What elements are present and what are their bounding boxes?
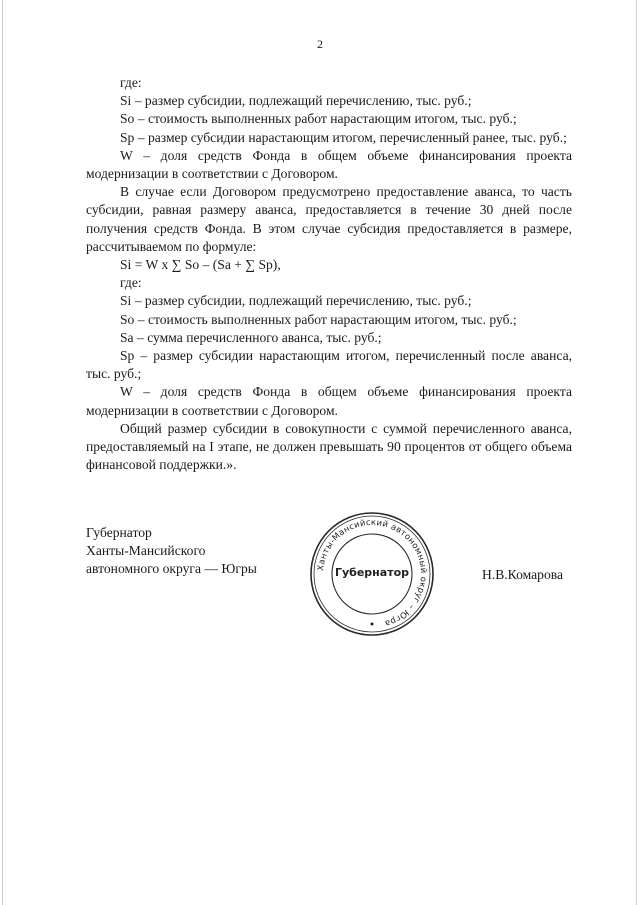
paragraph: Si = W x ∑ So – (Sa + ∑ Sp),: [120, 257, 281, 273]
paragraph: So – стоимость выполненных работ нарастающим итогом, тыс. руб.;: [120, 311, 517, 327]
signature-title-line: Губернатор: [86, 525, 152, 540]
signature-title-line: автономного округа — Югры: [86, 561, 257, 577]
paragraph: где:: [120, 75, 142, 90]
scan-edge-right: [636, 0, 637, 905]
paragraph: Sa – сумма перечисленного аванса, тыс. руб.;: [120, 329, 382, 345]
signature-title-line: Ханты-Мансийского: [86, 543, 206, 559]
document-body: [86, 74, 572, 474]
page-number: 2: [317, 37, 323, 51]
official-seal: [308, 510, 436, 638]
paragraph: В случае если Договором предусмотрено предоставление аванса, то часть субсидии, равная размеру аванса, предоставляется в течение 30 дней после получения средств Фонда. В этом случае субсидия предоставляется в размере, рассчитываемом по формуле:: [86, 184, 572, 254]
paragraph: Sp – размер субсидии нарастающим итогом, перечисленный после аванса, тыс. руб.;: [86, 348, 572, 382]
paragraph: W – доля средств Фонда в общем объеме финансирования проекта модернизации в соответствии с Договором.: [86, 147, 572, 182]
signature-title: [86, 524, 257, 579]
seal-ring-text: Ханты-Мансийский автономный округ – Югра: [315, 516, 430, 630]
seal-center-text: Губернатор: [334, 566, 410, 579]
paragraph: W – доля средств Фонда в общем объеме финансирования проекта модернизации в соответствии с Договором.: [86, 384, 572, 418]
paragraph: So – стоимость выполненных работ нарастающим итогом, тыс. руб.;: [120, 111, 517, 127]
paragraph: Si – размер субсидии, подлежащий перечислению, тыс. руб.;: [120, 93, 472, 109]
paragraph: Sp – размер субсидии нарастающим итогом, перечисленный ранее, тыс. руб.;: [120, 129, 567, 145]
scan-edge-left: [2, 0, 3, 905]
paragraph: Si – размер субсидии, подлежащий перечислению, тыс. руб.;: [120, 293, 472, 309]
paragraph: где:: [120, 275, 142, 291]
paragraph: Общий размер субсидии в совокупности с суммой перечисленного аванса, предоставляемый на I этапе, не должен превышать 90 процентов от общего объема финансовой поддержки.».: [86, 420, 572, 473]
signatory-name: Н.В.Комарова: [482, 567, 564, 582]
